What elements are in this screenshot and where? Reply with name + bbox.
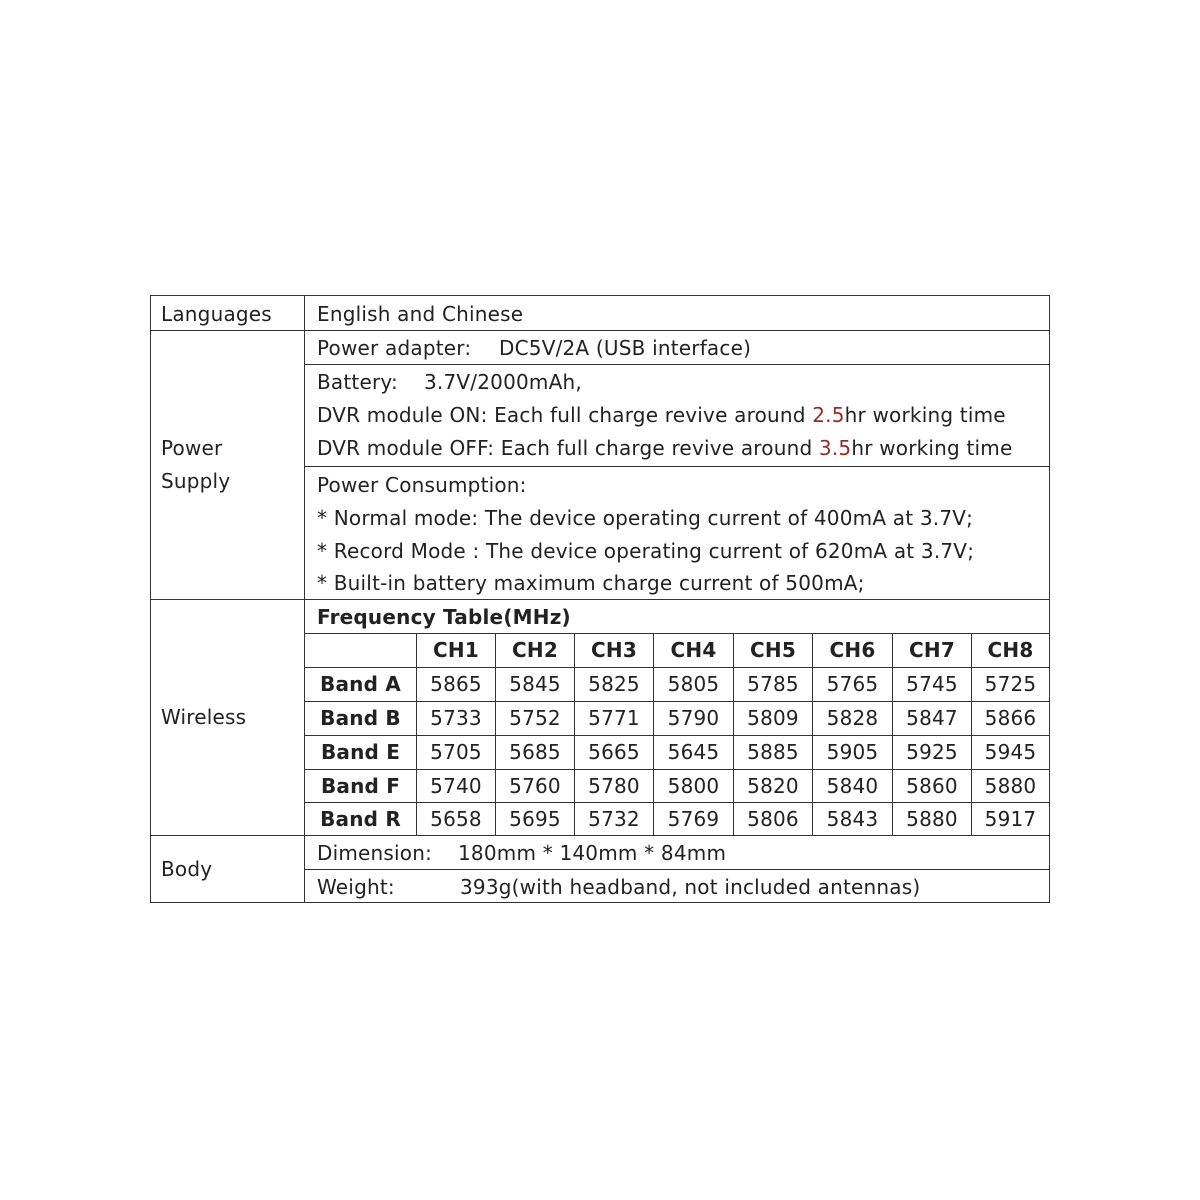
dvr-off-suffix: hr working time bbox=[851, 436, 1013, 460]
freq-cell: 5790 bbox=[667, 706, 720, 730]
freq-cell: 5805 bbox=[667, 672, 720, 696]
frequency-table-title: Frequency Table(MHz) bbox=[317, 605, 571, 629]
band-label: Band B bbox=[320, 706, 401, 730]
wireless-label: Wireless bbox=[161, 705, 247, 729]
power-adapter-label: Power adapter: bbox=[317, 336, 472, 360]
freq-cell: 5845 bbox=[509, 672, 561, 696]
freq-cell: 5820 bbox=[747, 774, 799, 798]
freq-cell: 5658 bbox=[430, 807, 482, 831]
freq-cell: 5840 bbox=[826, 774, 879, 798]
freq-cell: 5769 bbox=[667, 807, 720, 831]
row-divider bbox=[304, 364, 1049, 365]
consumption-line: * Built-in battery maximum charge current of 500mA; bbox=[317, 571, 865, 595]
freq-cell: 5785 bbox=[747, 672, 799, 696]
dimension-value: 180mm * 140mm * 84mm bbox=[458, 841, 727, 865]
power-adapter-value: DC5V/2A (USB interface) bbox=[499, 336, 752, 360]
freq-cell: 5685 bbox=[509, 740, 561, 764]
row-divider bbox=[304, 633, 1049, 634]
channel-header: CH2 bbox=[512, 638, 558, 662]
row-divider bbox=[304, 466, 1049, 467]
channel-header: CH1 bbox=[433, 638, 479, 662]
freq-cell: 5705 bbox=[430, 740, 482, 764]
power-supply-label-line2: Supply bbox=[161, 469, 231, 493]
power-consumption-title: Power Consumption: bbox=[317, 473, 527, 497]
freq-cell: 5760 bbox=[509, 774, 561, 798]
freq-col-divider bbox=[653, 633, 654, 835]
freq-cell: 5880 bbox=[984, 774, 1037, 798]
freq-cell: 5780 bbox=[588, 774, 640, 798]
freq-cell: 5732 bbox=[588, 807, 640, 831]
band-label: Band F bbox=[320, 774, 401, 798]
row-divider bbox=[151, 835, 1049, 836]
row-divider bbox=[304, 769, 1049, 770]
freq-cell: 5645 bbox=[667, 740, 720, 764]
freq-cell: 5925 bbox=[906, 740, 958, 764]
row-divider bbox=[304, 667, 1049, 668]
consumption-line: * Normal mode: The device operating current of 400mA at 3.7V; bbox=[317, 506, 974, 530]
freq-cell: 5885 bbox=[747, 740, 799, 764]
freq-cell: 5765 bbox=[826, 672, 879, 696]
freq-cell: 5917 bbox=[984, 807, 1037, 831]
freq-cell: 5847 bbox=[906, 706, 958, 730]
channel-header: CH3 bbox=[591, 638, 637, 662]
freq-cell: 5825 bbox=[588, 672, 640, 696]
freq-cell: 5865 bbox=[430, 672, 482, 696]
body-label: Body bbox=[161, 857, 213, 881]
band-label: Band E bbox=[320, 740, 401, 764]
freq-col-divider bbox=[971, 633, 972, 835]
dvr-off-line bbox=[317, 436, 1012, 460]
consumption-line: * Record Mode : The device operating current of 620mA at 3.7V; bbox=[317, 539, 975, 563]
languages-value: English and Chinese bbox=[317, 302, 524, 326]
freq-cell: 5905 bbox=[826, 740, 879, 764]
channel-header: CH7 bbox=[909, 638, 955, 662]
freq-cell: 5860 bbox=[906, 774, 958, 798]
channel-header: CH4 bbox=[670, 638, 717, 662]
row-divider bbox=[151, 599, 1049, 600]
freq-col-divider bbox=[495, 633, 496, 835]
freq-col-divider bbox=[574, 633, 575, 835]
freq-cell: 5733 bbox=[430, 706, 482, 730]
freq-cell: 5752 bbox=[509, 706, 561, 730]
power-supply-label-line1: Power bbox=[161, 436, 223, 460]
battery-label: Battery: bbox=[317, 370, 398, 394]
row-divider bbox=[304, 701, 1049, 702]
row-divider bbox=[304, 869, 1049, 870]
row-divider bbox=[304, 735, 1049, 736]
freq-cell: 5725 bbox=[984, 672, 1037, 696]
freq-cell: 5866 bbox=[984, 706, 1037, 730]
channel-header: CH5 bbox=[750, 638, 796, 662]
dvr-on-suffix: hr working time bbox=[844, 403, 1006, 427]
freq-cell: 5745 bbox=[906, 672, 958, 696]
languages-label: Languages bbox=[161, 302, 272, 326]
freq-col-divider bbox=[892, 633, 893, 835]
freq-cell: 5828 bbox=[826, 706, 879, 730]
dvr-on-prefix: DVR module ON: Each full charge revive around bbox=[317, 403, 813, 427]
freq-col-divider bbox=[416, 633, 417, 835]
dvr-on-hours: 2.5 bbox=[812, 403, 845, 427]
channel-header: CH8 bbox=[987, 638, 1034, 662]
weight-value: 393g(with headband, not included antennas) bbox=[460, 875, 921, 899]
band-label: Band R bbox=[320, 807, 401, 831]
freq-cell: 5740 bbox=[430, 774, 482, 798]
weight-label: Weight: bbox=[317, 875, 395, 899]
row-divider bbox=[304, 802, 1049, 803]
freq-cell: 5880 bbox=[906, 807, 958, 831]
freq-cell: 5843 bbox=[826, 807, 879, 831]
spec-table bbox=[150, 295, 1050, 903]
dvr-off-prefix: DVR module OFF: Each full charge revive around bbox=[317, 436, 819, 460]
band-label: Band A bbox=[320, 672, 401, 696]
freq-cell: 5665 bbox=[588, 740, 640, 764]
dimension-label: Dimension: bbox=[317, 841, 433, 865]
channel-header: CH6 bbox=[829, 638, 876, 662]
freq-cell: 5806 bbox=[747, 807, 799, 831]
dvr-off-hours: 3.5 bbox=[818, 436, 852, 460]
freq-cell: 5945 bbox=[984, 740, 1037, 764]
row-divider bbox=[151, 330, 1049, 331]
freq-cell: 5771 bbox=[588, 706, 640, 730]
freq-cell: 5809 bbox=[747, 706, 799, 730]
freq-cell: 5695 bbox=[509, 807, 561, 831]
dvr-on-line bbox=[317, 403, 1006, 427]
freq-cell: 5800 bbox=[667, 774, 720, 798]
battery-value: 3.7V/2000mAh, bbox=[424, 370, 582, 394]
freq-col-divider bbox=[733, 633, 734, 835]
freq-col-divider bbox=[812, 633, 813, 835]
